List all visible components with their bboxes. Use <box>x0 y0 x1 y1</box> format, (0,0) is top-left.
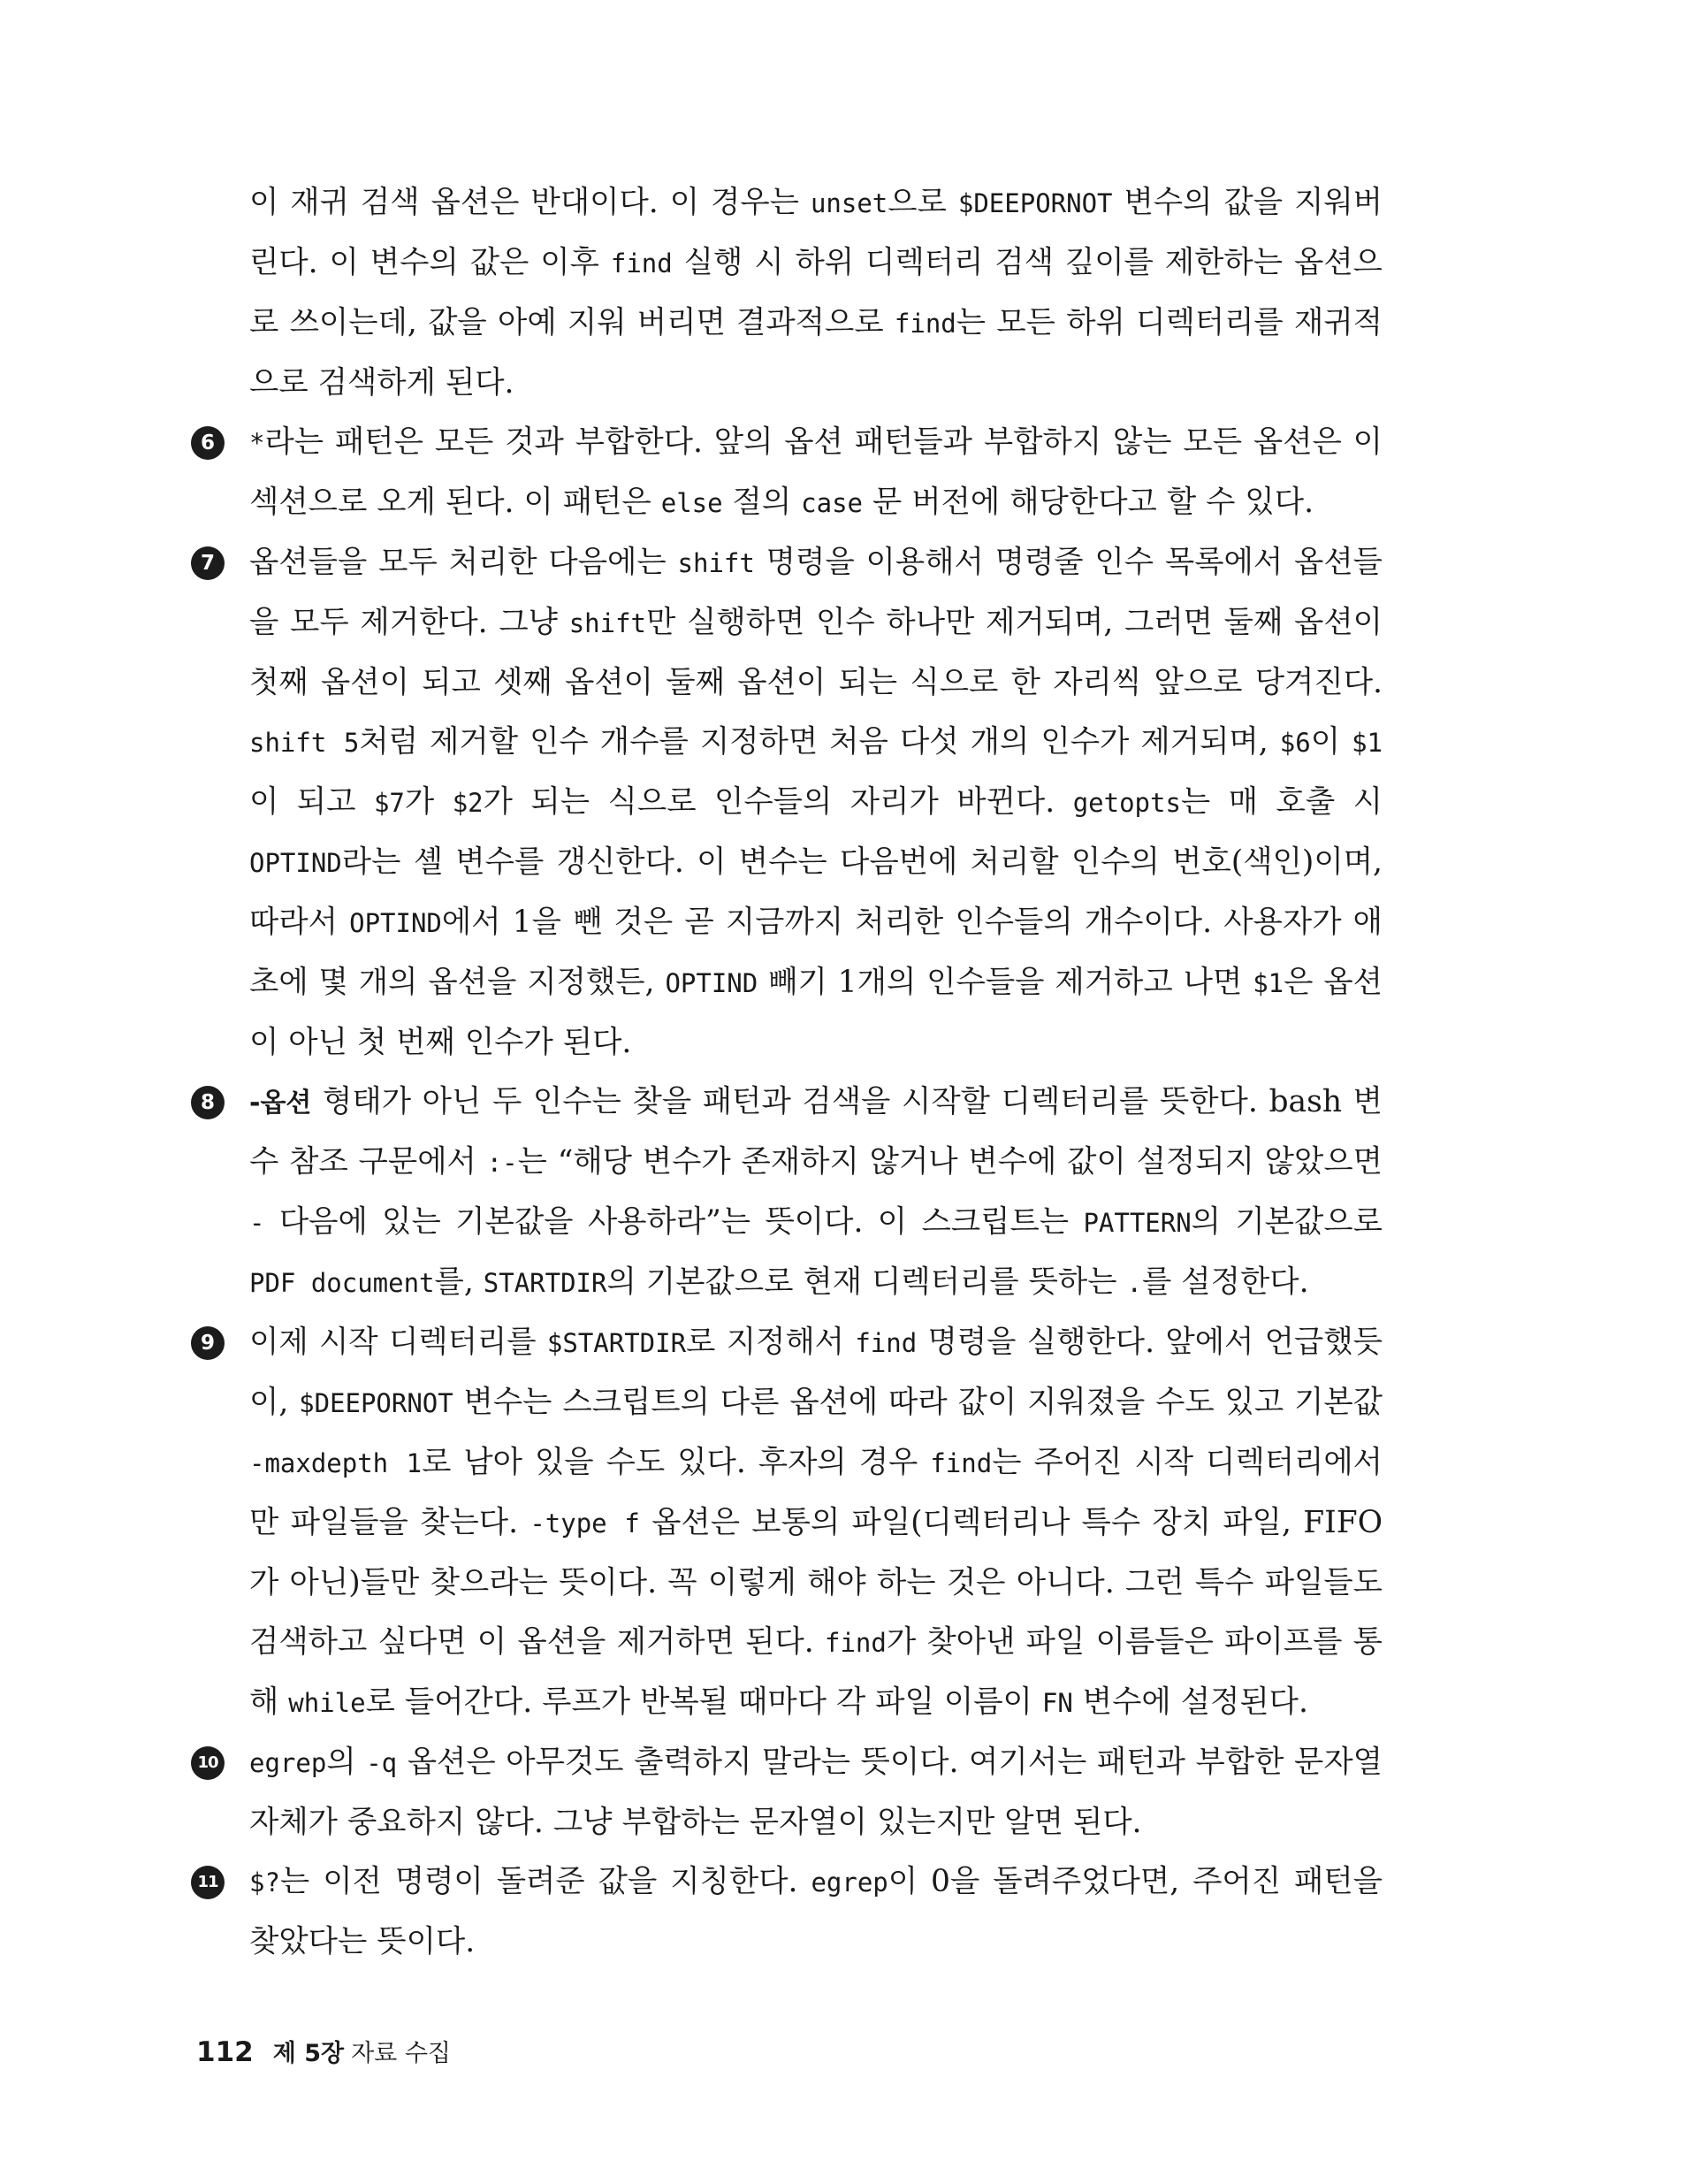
text-run: 이 <box>1310 724 1352 760</box>
code-inline: case <box>801 488 864 518</box>
text-run: 변수는 스크립트의 다른 옵션에 따라 값이 지워졌을 수도 있고 기본값 <box>453 1385 1383 1420</box>
text-run: 로 들어간다. 루프가 반복될 때마다 각 파일 이름이 <box>365 1684 1042 1720</box>
text-run: 로 지정해서 <box>686 1325 856 1360</box>
code-inline: OPTIND <box>349 908 442 938</box>
code-inline: find <box>855 1328 918 1358</box>
text-run: 은 옵션이 아닌 첫 번째 인수가 된다. <box>249 965 1383 1060</box>
text-run: 는 “해당 변수가 존재하지 않거나 변수에 값이 설정되지 않았으면 <box>517 1144 1383 1180</box>
code-inline: find <box>894 309 956 339</box>
code-inline: getopts <box>1072 788 1181 818</box>
number-badge: 9 <box>191 1326 225 1360</box>
bold-term: -옵션 <box>249 1088 312 1119</box>
code-inline: * <box>249 428 265 458</box>
text-run: 의 기본값으로 <box>1191 1204 1383 1240</box>
text-run: 옵션은 아무것도 출력하지 말라는 뜻이다. 여기서는 패턴과 부합한 문자열 자체가 중요하지 않다. 그냥 부합하는 문자열이 있는지만 알면 된다. <box>249 1745 1383 1840</box>
number-badge: 8 <box>191 1086 225 1119</box>
text-run: 가 찾아낸 파일 이름들은 파이프를 통해 <box>249 1624 1383 1720</box>
text-run: 만 실행하면 인수 하나만 제거되며, 그러면 둘째 옵션이 첫째 옵션이 되고 셋째 옵션이 둘째 옵션이 되는 식으로 한 자리씩 앞으로 당겨진다. <box>249 605 1383 700</box>
code-inline: $1 <box>1352 728 1383 758</box>
code-inline: $6 <box>1279 728 1311 758</box>
code-inline: find <box>610 248 673 279</box>
code-inline: $DEEPORNOT <box>957 188 1113 218</box>
text-run: 의 <box>326 1745 367 1780</box>
text-run: 옵션은 보통의 파일(디렉터리나 특수 장치 파일, FIFO가 아닌)들만 찾으라는 뜻이다. 꼭 이렇게 해야 하는 것은 아니다. 그런 특수 파일들도 검색하고 싶다면 이 옵션을 제거하면 된다. <box>249 1505 1383 1660</box>
text-run: 명령을 이용해서 명령줄 인수 목록에서 옵션들을 모두 제거한다. 그냥 <box>249 545 1383 640</box>
text-run: 는 매 호출 시 <box>1180 784 1383 820</box>
code-inline: $2 <box>452 788 484 818</box>
code-inline: shift <box>677 548 755 578</box>
code-inline: FN <box>1041 1688 1073 1718</box>
code-inline: -type f <box>530 1508 640 1539</box>
text-run: 는 주어진 시작 디렉터리에서만 파일들을 찾는다. <box>249 1445 1383 1540</box>
code-inline: $1 <box>1253 968 1284 998</box>
list-item-9 <box>200 1313 1383 1733</box>
list-item-7 <box>200 533 1383 1073</box>
text-run: 라는 패턴은 모든 것과 부합한다. 앞의 옵션 패턴들과 부합하지 않는 모든 옵션은 이 섹션으로 오게 된다. 이 패턴은 <box>249 424 1383 520</box>
code-inline: while <box>288 1688 366 1718</box>
text-run: 가 되는 식으로 인수들의 자리가 바뀐다. <box>483 784 1073 820</box>
code-inline: OPTIND <box>665 968 758 998</box>
code-inline: PATTERN <box>1083 1208 1192 1238</box>
text-run: 변수의 값을 지워버린다. 이 변수의 값은 이후 <box>249 185 1383 280</box>
text-run: 가 <box>404 784 453 820</box>
text-run: 이제 시작 디렉터리를 <box>249 1325 547 1360</box>
text-run: 라는 셸 변수를 갱신한다. 이 변수는 다음번에 처리할 인수의 번호(색인)이며, 따라서 <box>249 844 1383 940</box>
code-inline: - <box>249 1208 265 1238</box>
text-run: 다음에 있는 기본값을 사용하라”는 뜻이다. 이 스크립트는 <box>264 1204 1084 1240</box>
page-footer <box>196 2034 451 2068</box>
code-inline: OPTIND <box>249 848 342 878</box>
code-inline: shift 5 <box>249 728 360 758</box>
text-run: 실행 시 하위 디렉터리 검색 깊이를 제한하는 옵션으로 쓰이는데, 값을 아예 지워 버리면 결과적으로 <box>249 245 1383 340</box>
code-inline: $7 <box>373 788 405 818</box>
text-run: 는 이전 명령이 돌려준 값을 지칭한다. <box>279 1864 811 1899</box>
text-run: 는 모든 하위 디렉터리를 재귀적으로 검색하게 된다. <box>249 305 1383 401</box>
code-inline: PDF document <box>249 1268 435 1298</box>
list-item-8 <box>200 1073 1383 1313</box>
text-run: 를 설정한다. <box>1142 1264 1309 1300</box>
number-badge: 6 <box>191 426 225 460</box>
number-badge: 10 <box>191 1746 225 1780</box>
page-number: 112 <box>196 2036 254 2068</box>
text-run: 이 0을 돌려주었다면, 주어진 패턴을 찾았다는 뜻이다. <box>249 1864 1383 1959</box>
chapter-label: 제 5장 <box>272 2040 345 2067</box>
code-inline: $STARTDIR <box>546 1328 687 1358</box>
text-run: 절의 <box>722 485 802 520</box>
code-inline: shift <box>568 608 646 638</box>
code-inline: else <box>660 488 723 518</box>
text-run: 에서 1을 뺀 것은 곧 지금까지 처리한 인수들의 개수이다. 사용자가 애초에 몇 개의 옵션을 지정했든, <box>249 905 1383 1000</box>
code-inline: $? <box>249 1867 280 1898</box>
text-run: 의 기본값으로 현재 디렉터리를 뜻하는 <box>606 1264 1127 1300</box>
number-badge: 11 <box>191 1866 225 1899</box>
text-run: 빼기 1개의 인수들을 제거하고 나면 <box>758 965 1253 1000</box>
code-inline: find <box>825 1628 887 1658</box>
text-run: 로 남아 있을 수도 있다. 후자의 경우 <box>422 1445 931 1480</box>
list-item-11 <box>197 1852 1383 1972</box>
text-run: 명령을 실행한다. 앞에서 언급했듯이, <box>249 1325 1383 1420</box>
code-inline: egrep <box>811 1867 888 1898</box>
text-run: 이 재귀 검색 옵션은 반대이다. 이 경우는 <box>249 185 811 220</box>
text-run: 으로 <box>888 185 958 220</box>
text-run: 이 되고 <box>249 784 374 820</box>
code-inline: egrep <box>249 1748 327 1778</box>
list-item-6 <box>200 413 1383 533</box>
code-inline: find <box>930 1448 993 1478</box>
code-inline: $DEEPORNOT <box>299 1388 453 1418</box>
chapter-title: 자료 수집 <box>351 2040 451 2067</box>
number-badge: 7 <box>191 546 225 580</box>
text-run: 를, <box>434 1264 484 1300</box>
list-item-10 <box>197 1733 1383 1852</box>
text-run: 형태가 아닌 두 인수는 찾을 패턴과 검색을 시작할 디렉터리를 뜻한다. bash 변수 참조 구문에서 <box>249 1084 1383 1180</box>
text-run: 문 버전에 해당한다고 할 수 있다. <box>863 485 1314 520</box>
code-inline: STARTDIR <box>483 1268 607 1298</box>
text-run: 처럼 제거할 인수 개수를 지정하면 처음 다섯 개의 인수가 제거되며, <box>359 724 1280 760</box>
page-body <box>197 173 1383 1972</box>
text-run: 변수에 설정된다. <box>1072 1684 1308 1720</box>
intro-paragraph <box>249 173 1383 413</box>
code-inline: -maxdepth 1 <box>249 1448 423 1478</box>
code-inline: -q <box>366 1748 398 1778</box>
code-inline: :- <box>486 1148 518 1178</box>
code-inline: unset <box>810 188 888 218</box>
code-inline: . <box>1126 1268 1143 1298</box>
text-run: 옵션들을 모두 처리한 다음에는 <box>249 545 678 580</box>
